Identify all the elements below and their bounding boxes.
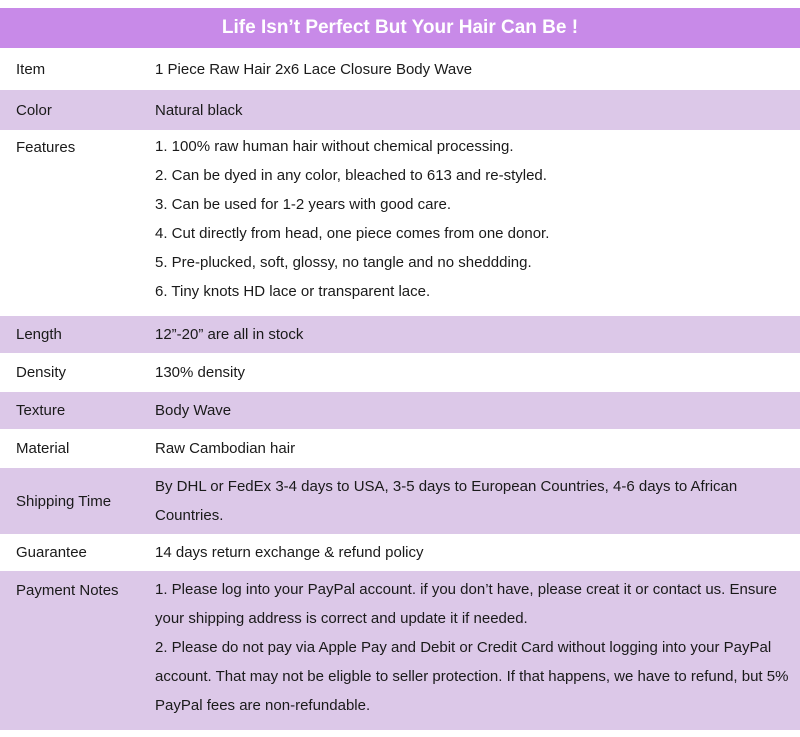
- spec-label-item: Item: [16, 60, 46, 78]
- spec-value-item: [139, 49, 800, 89]
- spec-row-guarantee: [0, 534, 800, 570]
- spec-label-length: Length: [16, 326, 62, 343]
- spec-value-features: [139, 131, 800, 315]
- spec-value-shipping: [139, 468, 800, 534]
- spec-value-density: [139, 354, 800, 391]
- spec-label-color: Color: [16, 101, 52, 119]
- feature-line: 2. Can be dyed in any color, bleached to 613 and re-styled.: [155, 167, 547, 184]
- spec-label-payment: Payment Notes: [16, 582, 119, 599]
- feature-line: 3. Can be used for 1-2 years with good care.: [155, 196, 452, 213]
- spec-row-density: [0, 353, 800, 391]
- item-value-text: 1 Piece Raw Hair 2x6 Lace Closure Body Wave: [155, 60, 473, 78]
- guarantee-value-text: 14 days return exchange & refund policy: [155, 544, 424, 561]
- spec-value-color: [139, 90, 800, 130]
- feature-line: 6. Tiny knots HD lace or transparent lace.: [155, 283, 431, 300]
- spec-label-features: Features: [16, 139, 76, 156]
- spec-label-guarantee: Guarantee: [16, 544, 87, 561]
- shipping-value-text: By DHL or FedEx 3-4 days to USA, 3-5 days to European Countries, 4-6 days to African Countries.: [155, 478, 738, 524]
- density-value-text: 130% density: [155, 364, 246, 381]
- spec-row-color: [0, 89, 800, 130]
- product-spec-table: [0, 48, 800, 730]
- texture-value-text: Body Wave: [155, 402, 232, 419]
- spec-value-material: [139, 430, 800, 467]
- spec-label-density: Density: [16, 364, 67, 381]
- page-title: Life Isn’t Perfect But Your Hair Can Be !: [0, 8, 800, 48]
- spec-row-texture: [0, 391, 800, 429]
- payment-note-2: 2. Please do not pay via Apple Pay and Debit or Credit Card without logging into your PayPal account. That may not be eligble to seller protection. If that happens, we have to refund, but 5% PayPal fees are non-refundable.: [155, 639, 789, 714]
- spec-row-shipping: [0, 467, 800, 534]
- feature-line: 5. Pre-plucked, soft, glossy, no tangle and no sheddding.: [155, 254, 532, 271]
- material-value-text: Raw Cambodian hair: [155, 440, 296, 457]
- spec-label-texture: Texture: [16, 402, 66, 419]
- length-value-text: 12”-20” are all in stock: [155, 326, 304, 343]
- payment-note-1: 1. Please log into your PayPal account. if you don’t have, please creat it or contact us. Ensure your shipping address is correct and update it if needed.: [155, 581, 778, 627]
- spec-label-shipping: Shipping Time: [16, 492, 112, 510]
- spec-row-payment: [0, 570, 800, 730]
- color-value-text: Natural black: [155, 101, 243, 119]
- spec-value-texture: [139, 392, 800, 429]
- feature-line: 1. 100% raw human hair without chemical processing.: [155, 138, 514, 155]
- spec-label-material: Material: [16, 440, 70, 457]
- spec-row-features: [0, 130, 800, 315]
- spec-value-length: [139, 316, 800, 353]
- feature-line: 4. Cut directly from head, one piece comes from one donor.: [155, 225, 550, 242]
- spec-value-guarantee: [139, 535, 800, 570]
- spec-row-material: [0, 429, 800, 467]
- spec-value-payment: [139, 571, 800, 730]
- spec-row-length: [0, 315, 800, 353]
- spec-row-item: [0, 48, 800, 89]
